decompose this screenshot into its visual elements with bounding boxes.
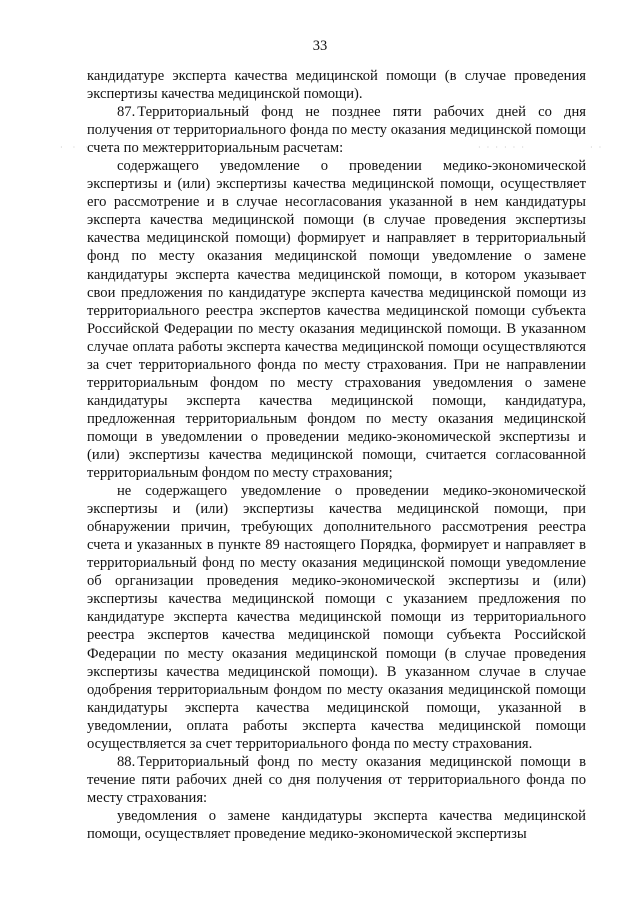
paragraph-text: кандидатуре эксперта качества медицинской помощи (в случае проведения экспертизы качества медицинской помощи). [87,68,586,103]
scan-noise: · · · [60,143,90,152]
paragraph-text: уведомления о замене кандидатуры эксперта качества медицинской помощи, осуществляет проведение медико-экономической экспертизы [87,807,586,842]
paragraph [87,67,586,103]
clause-number: 87. [117,104,136,121]
paragraph-88 [87,753,586,807]
scan-noise: · · [590,143,604,152]
paragraph-87 [87,103,586,157]
paragraph [87,157,586,482]
paragraph-text: Территориальный фонд по месту оказания медицинской помощи в течение пяти рабочих дней со дня получения от территориального фонда по месту страхования: [87,753,586,806]
scan-noise: · · · · · · [478,143,526,152]
paragraph-text: Территориальный фонд не позднее пяти рабочих дней со дня получения от территориального фонда по месту оказания медицинской помощи счета по межтерриториальным расчетам: [87,104,586,157]
paragraph-text: содержащего уведомление о проведении медико-экономической экспертизы и (или) экспертизы качества медицинской помощи, осуществляет его рассмотрение и в случае несогласования указанной в нем кандидатуры эксперта качества медицинской помощи (в случае проведения экспертизы качества медицинской помощи) формирует и направляет в территориальный фонд по месту оказания медицинской помощи уведомление о замене кандидатуры эксперта качества медицинской помощи, в котором указывает свои предложения по кандидатуре эксперта качества медицинской помощи из территориального реестра экспертов качества медицинской помощи субъекта Российской Федерации по месту оказания медицинской помощи. В указанном случае оплата работы эксперта качества медицинской помощи осуществляются за счет территориального фонда по месту страхования. При не направлении территориальным фондом по месту страхования уведомления о замене кандидатуры эксперта качества медицинской помощи, кандидатура, предложенная территориальным фондом по месту оказания медицинской помощи в уведомлении о проведении медико-экономической экспертизы и (или) экспертизы качества медицинской помощи, считается согласованной территориальным фондом по месту страхования; [87,158,586,482]
paragraph [87,807,586,843]
paragraph-text: не содержащего уведомление о проведении медико-экономической экспертизы и (или) экспертизы качества медицинской помощи, при обнаружении причин, требующих дополнительного рассмотрения реестра счета и указанных в пункте 89 настоящего Порядка, формирует и направляет в территориальный фонд по месту оказания медицинской помощи уведомление об организации проведения медико-экономической экспертизы и (или) экспертизы качества медицинской помощи с указанием предложения по кандидатуре эксперта качества медицинской помощи из территориального реестра экспертов качества медицинской помощи субъекта Российской Федерации по месту оказания медицинской помощи (в случае проведения экспертизы качества медицинской помощи). В указанном случае в случае одобрения территориальным фондом по месту оказания медицинской помощи кандидатуры эксперта качества медицинской помощи, указанной в уведомлении, оплата работы эксперта качества медицинской помощи осуществляется за счет территориального фонда по месту страхования. [87,483,586,752]
clause-number: 88. [117,753,136,770]
paragraph [87,482,586,753]
page-number: 33 [312,38,328,54]
body-text [87,67,586,843]
